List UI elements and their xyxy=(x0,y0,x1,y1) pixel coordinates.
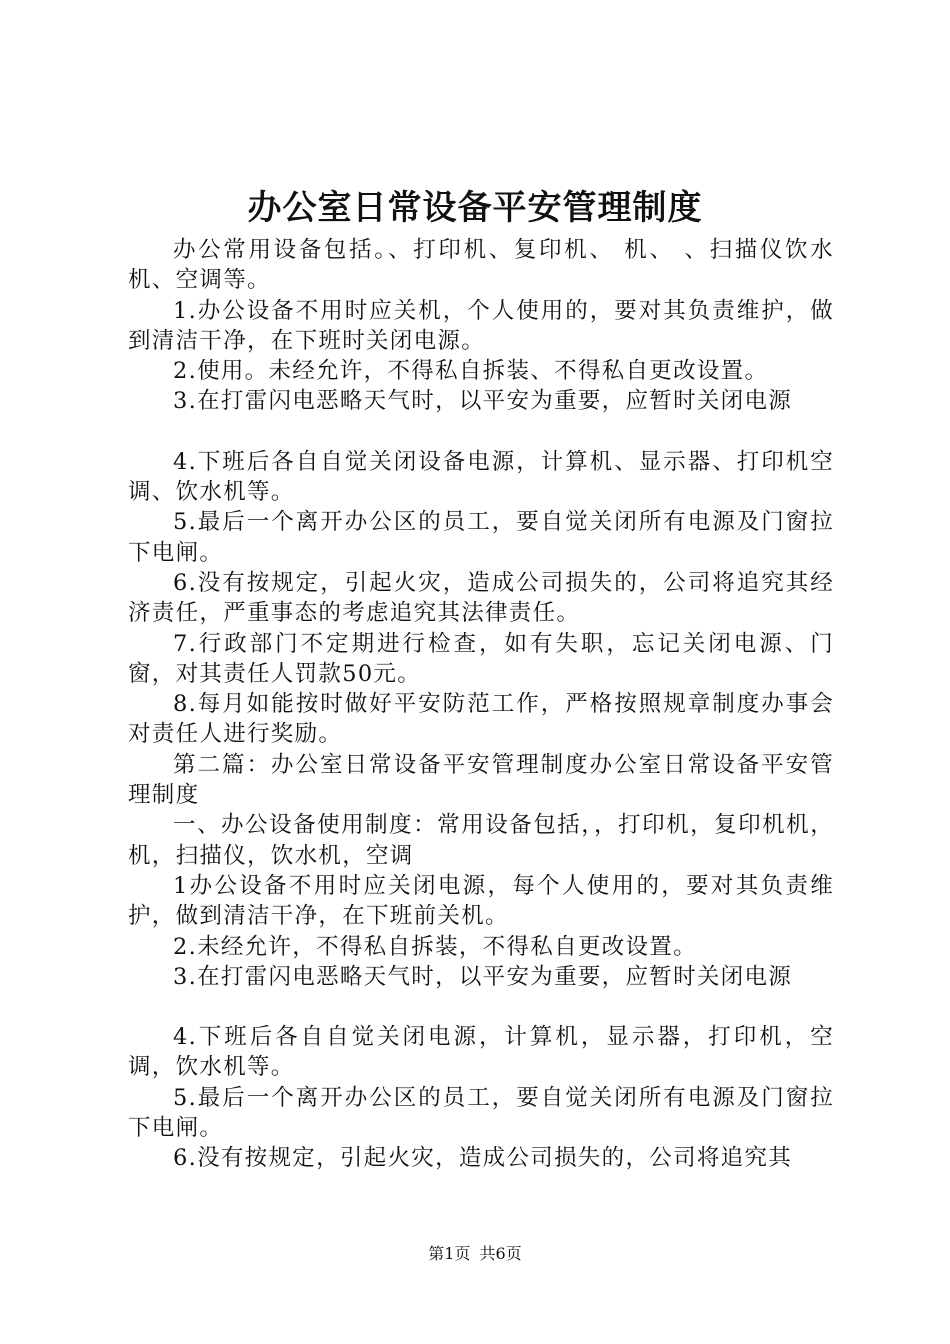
paragraph: 5.最后一个离开办公区的员工，要自觉关闭所有电源及门窗拉下电闸。 xyxy=(128,509,834,566)
paragraph: 2.使用。未经允许，不得私自拆装、不得私自更改设置。 xyxy=(173,358,769,385)
document-title: 办公室日常设备平安管理制度 xyxy=(247,188,703,228)
paragraph: 2.未经允许，不得私自拆装，不得私自更改设置。 xyxy=(173,933,697,960)
paragraph: 5.最后一个离开办公区的员工，要自觉关闭所有电源及门窗拉下电闸。 xyxy=(128,1084,834,1142)
document-body xyxy=(128,235,834,1174)
paragraph: 3.在打雷闪电恶略天气时，以平安为重要，应暂时关闭电源 xyxy=(173,963,793,990)
paragraph: 6.没有按规定，引起火灾，造成公司损失的，公司将追究其 xyxy=(173,1145,793,1172)
paragraph: 1.办公设备不用时应关机，个人使用的，要对其负责维护，做到清洁干净，在下班时关闭电源。 xyxy=(128,297,834,354)
paragraph: 7.行政部门不定期进行检查，如有失职，忘记关闭电源、门窗，对其责任人罚款50元。 xyxy=(128,630,834,687)
paragraph: 8.每月如能按时做好平安防范工作，严格按照规章制度办事会对责任人进行奖励。 xyxy=(128,691,834,748)
paragraph: 3.在打雷闪电恶略天气时，以平安为重要，应暂时关闭电源 xyxy=(173,388,793,415)
paragraph: 1办公设备不用时应关闭电源，每个人使用的，要对其负责维护，做到清洁干净，在下班前关机。 xyxy=(128,872,834,930)
paragraph: 办公常用设备包括。、打印机、复印机、 机、 、扫描仪饮水机、空调等。 xyxy=(128,237,834,294)
page-number: 第1页 xyxy=(428,1244,471,1263)
paragraph: 4.下班后各自自觉关闭设备电源，计算机、显示器、打印机空调、饮水机等。 xyxy=(128,448,834,506)
paragraph: 4.下班后各自自觉关闭电源，计算机，显示器，打印机，空调，饮水机等。 xyxy=(128,1024,834,1081)
paragraph: 第二篇：办公室日常设备平安管理制度办公室日常设备平安管理制度 xyxy=(128,751,834,809)
page-total: 共6页 xyxy=(479,1244,522,1263)
paragraph: 6.没有按规定，引起火灾，造成公司损失的，公司将追究其经济责任，严重事态的考虑追究其法律责任。 xyxy=(128,569,834,627)
page-footer xyxy=(0,1243,950,1265)
paragraph: 一、办公设备使用制度：常用设备包括，，打印机，复印机机， 机，扫描仪，饮水机，空调 xyxy=(128,812,834,869)
